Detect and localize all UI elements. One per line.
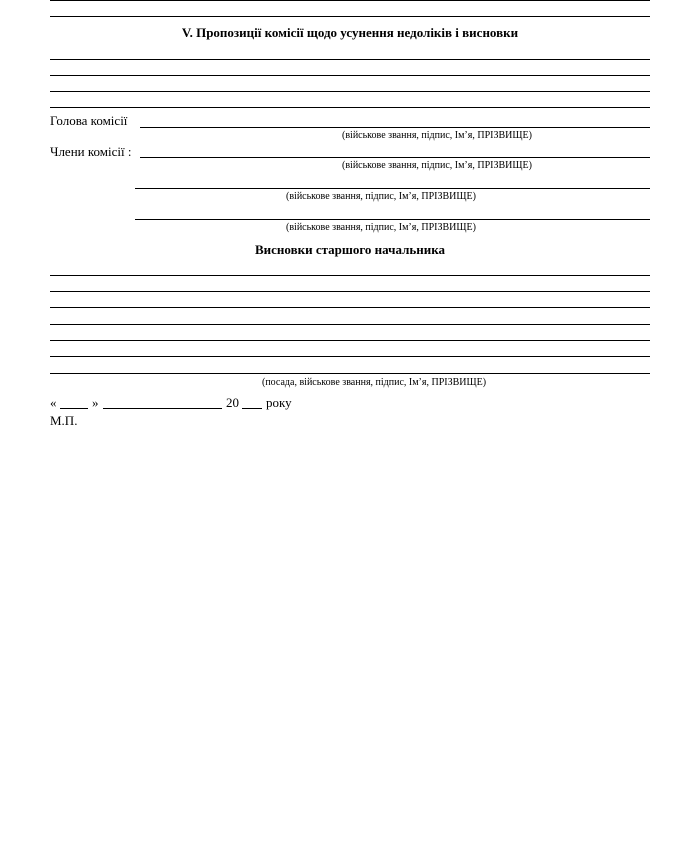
ruled-line bbox=[50, 275, 650, 276]
commission-member-1-caption: (військове звання, підпис, Ім’я, ПРІЗВИЩЕ) bbox=[342, 160, 532, 171]
commission-head-label: Голова комісії bbox=[50, 113, 128, 128]
commission-member-3-signature-line[interactable] bbox=[135, 219, 650, 220]
ruled-line bbox=[50, 291, 650, 292]
date-month-field[interactable] bbox=[103, 408, 222, 409]
commission-member-3-caption: (військове звання, підпис, Ім’я, ПРІЗВИЩЕ) bbox=[286, 222, 476, 233]
date-year-field[interactable] bbox=[242, 408, 262, 409]
ruled-line bbox=[50, 324, 650, 325]
commission-members-label: Члени комісії : bbox=[50, 144, 132, 159]
ruled-line bbox=[50, 16, 650, 17]
date-day-field[interactable] bbox=[60, 408, 88, 409]
ruled-line bbox=[50, 107, 650, 108]
date-open-quote: « bbox=[50, 395, 57, 410]
ruled-line bbox=[50, 340, 650, 341]
commission-head-signature-line[interactable] bbox=[140, 127, 650, 128]
date-year-prefix: 20 bbox=[226, 395, 239, 410]
ruled-line bbox=[50, 307, 650, 308]
commission-head-caption: (військове звання, підпис, Ім’я, ПРІЗВИЩЕ) bbox=[342, 130, 532, 141]
commission-member-2-signature-line[interactable] bbox=[135, 188, 650, 189]
senior-signature-caption: (посада, військове звання, підпис, Ім’я, ПРІЗВИЩЕ) bbox=[262, 377, 487, 388]
ruled-line bbox=[50, 75, 650, 76]
senior-signature-line[interactable] bbox=[50, 373, 650, 374]
section-v-title: V. Пропозиції комісії щодо усунення недоліків і висновки bbox=[181, 25, 519, 40]
date-year-suffix: року bbox=[266, 395, 292, 410]
date-close-quote: » bbox=[92, 395, 99, 410]
ruled-line bbox=[50, 91, 650, 92]
ruled-line bbox=[50, 0, 650, 1]
stamp-label: М.П. bbox=[50, 413, 78, 428]
ruled-line bbox=[50, 59, 650, 60]
commission-member-1-signature-line[interactable] bbox=[140, 157, 650, 158]
commission-member-2-caption: (військове звання, підпис, Ім’я, ПРІЗВИЩЕ) bbox=[286, 191, 476, 202]
ruled-line bbox=[50, 356, 650, 357]
senior-conclusions-title: Висновки старшого начальника bbox=[254, 242, 446, 257]
